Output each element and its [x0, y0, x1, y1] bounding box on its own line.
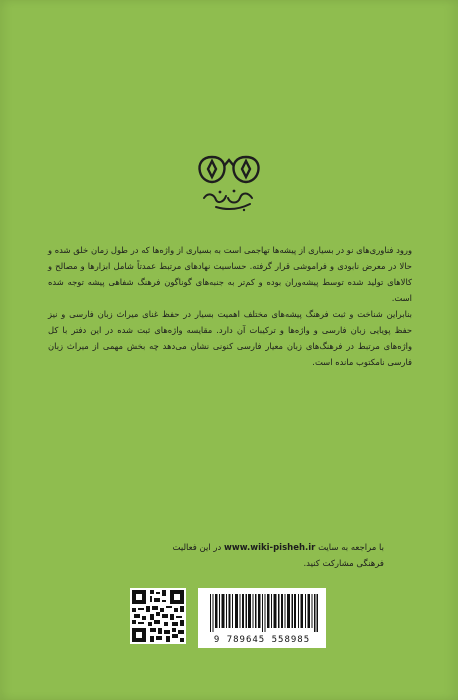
- isbn-number: 9 789645 558985: [213, 635, 311, 645]
- blurb-paragraph: بنابراین شناخت و ثبت فرهنگ پیشه‌های مختلف اهمیت بسیار در حفظ غنای میراث زبان فارسی و نیز حفظ پویایی زبان فارسی و واژه‌ها و ترکیبات آن دارد. مقایسه واژه‌های ثبت شده در این دفتر با کل واژه‌های مرتبط در فرهنگ‌های زبان معیار فارسی کنونی نشان می‌دهد چه بخش مهمی از میراث زبان فارسی نامکتوب مانده است.: [48, 309, 412, 367]
- blurb-paragraph: ورود فناوری‌های نو در بسیاری از پیشه‌ها تهاجمی است به بسیاری از واژه‌ها که در طول زمان خلق شده و حالا در معرض نابودی و فراموشی قرار گرفته. حساسیت نهادهای مرتبط عمدتاً شامل ابزارها و مصالح و کالاهای تولید شده توسط پیشه‌وران بوده و کم‌تر به جنبه‌های گوناگون فرهنگ شفاهی پیشه توجه شده است.: [48, 245, 412, 303]
- isbn-barcode: [198, 588, 326, 648]
- publisher-logo-icon: [194, 152, 264, 214]
- website-note-after: در این فعالیت فرهنگی مشارکت کنید.: [172, 543, 384, 569]
- website-note-before: با مراجعه به سایت: [318, 543, 384, 553]
- website-note: [170, 540, 384, 572]
- back-cover-blurb: [48, 242, 412, 370]
- qr-code-icon: [130, 588, 186, 644]
- website-link[interactable]: www.wiki-pisheh.ir: [223, 543, 316, 553]
- barcode-bars-icon: [210, 594, 318, 632]
